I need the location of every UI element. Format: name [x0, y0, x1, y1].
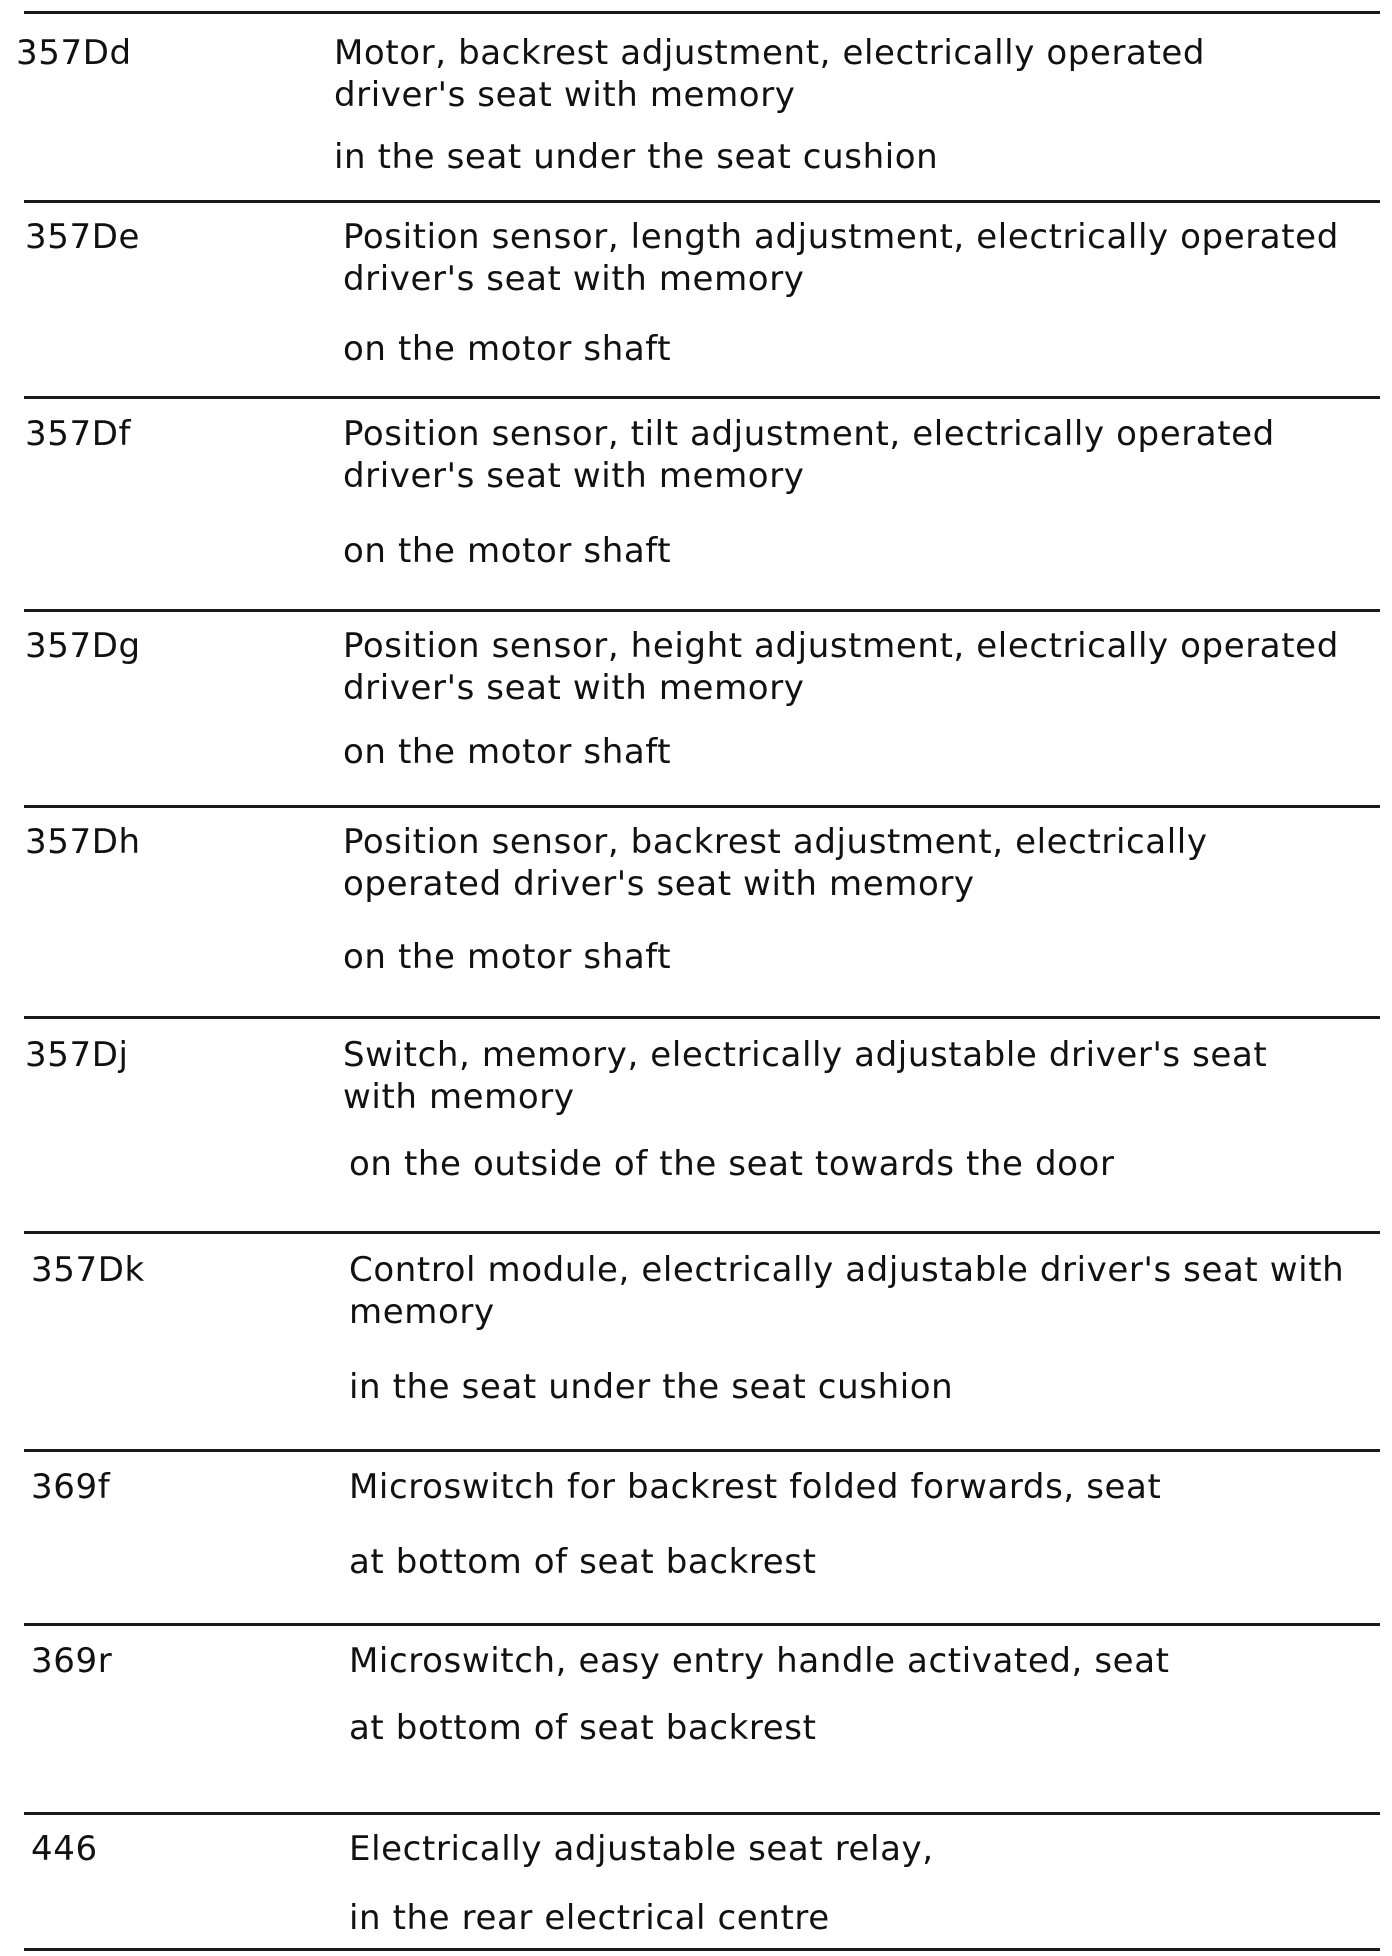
row-code: 357Dd: [16, 33, 132, 73]
row-location: on the motor shaft: [343, 937, 672, 977]
row-description: driver's seat with memory: [343, 456, 805, 496]
row-divider: [24, 1231, 1380, 1234]
row-description: driver's seat with memory: [334, 75, 796, 115]
row-description: operated driver's seat with memory: [343, 864, 975, 904]
row-code: 369r: [31, 1641, 113, 1681]
row-location: in the rear electrical centre: [349, 1898, 830, 1938]
row-location: on the outside of the seat towards the door: [349, 1144, 1115, 1184]
row-description: memory: [349, 1292, 495, 1332]
row-divider: [24, 1449, 1380, 1452]
row-description: driver's seat with memory: [343, 668, 805, 708]
row-code: 357Df: [25, 414, 132, 454]
row-code: 357De: [25, 217, 140, 257]
row-description: Control module, electrically adjustable driver's seat with: [349, 1250, 1345, 1290]
row-divider: [24, 200, 1380, 203]
row-code: 357Dj: [25, 1035, 129, 1075]
row-location: on the motor shaft: [343, 732, 672, 772]
row-description: Position sensor, tilt adjustment, electrically operated: [343, 414, 1275, 454]
row-description: Position sensor, height adjustment, electrically operated: [343, 626, 1339, 666]
row-description: driver's seat with memory: [343, 259, 805, 299]
row-description: Microswitch for backrest folded forwards, seat: [349, 1467, 1162, 1507]
row-divider: [24, 609, 1380, 612]
row-description: with memory: [343, 1077, 575, 1117]
row-divider: [24, 805, 1380, 808]
row-location: at bottom of seat backrest: [349, 1542, 817, 1582]
row-divider: [24, 1016, 1380, 1019]
row-description: Microswitch, easy entry handle activated, seat: [349, 1641, 1170, 1681]
row-description: Position sensor, backrest adjustment, electrically: [343, 822, 1208, 862]
row-description: Switch, memory, electrically adjustable driver's seat: [343, 1035, 1268, 1075]
row-description: Position sensor, length adjustment, electrically operated: [343, 217, 1339, 257]
row-divider: [24, 11, 1380, 14]
row-description: Motor, backrest adjustment, electrically operated: [334, 33, 1206, 73]
row-code: 357Dg: [25, 626, 141, 666]
row-location: on the motor shaft: [343, 329, 672, 369]
row-divider: [24, 1812, 1380, 1815]
row-code: 369f: [31, 1467, 111, 1507]
row-location: at bottom of seat backrest: [349, 1708, 817, 1748]
row-location: on the motor shaft: [343, 531, 672, 571]
row-code: 357Dh: [25, 822, 141, 862]
row-divider: [24, 1948, 1380, 1951]
row-description: Electrically adjustable seat relay,: [349, 1829, 934, 1869]
row-code: 357Dk: [31, 1250, 145, 1290]
row-divider: [24, 396, 1380, 399]
row-location: in the seat under the seat cushion: [334, 137, 939, 177]
row-location: in the seat under the seat cushion: [349, 1367, 954, 1407]
row-divider: [24, 1623, 1380, 1626]
row-code: 446: [31, 1829, 98, 1869]
